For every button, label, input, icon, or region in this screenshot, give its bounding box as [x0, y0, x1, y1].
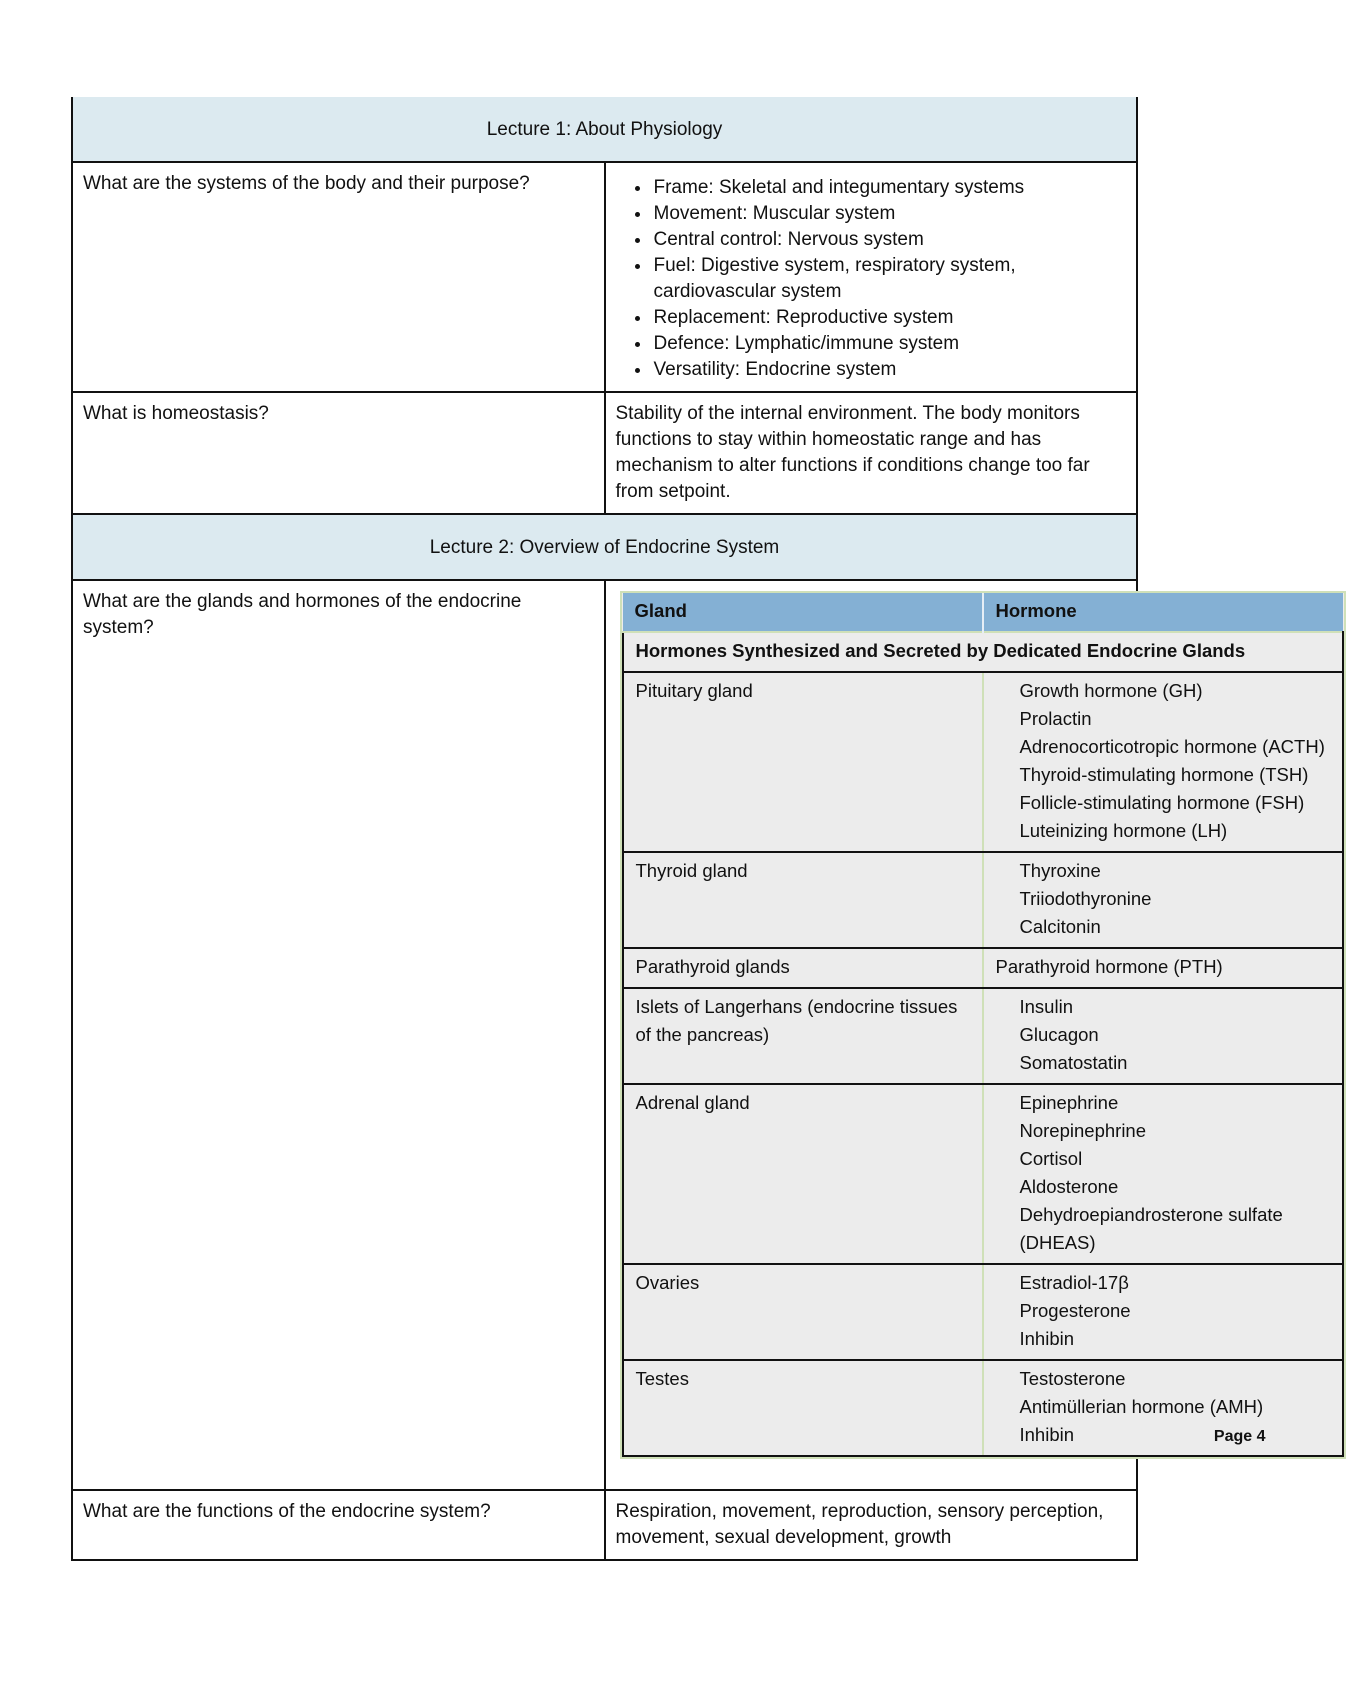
hormone-list [983, 852, 1343, 948]
hormone-item: Adrenocorticotropic hormone (ACTH) [1019, 736, 1325, 757]
hormone-item: Glucagon [1019, 1024, 1099, 1045]
answer-cell: Stability of the internal environment. The body monitors functions to stay within homeostatic range and has mechanism to alter functions if conditions change too far from setpoint. [605, 392, 1138, 514]
list-item: • Versatility: Endocrine system [652, 357, 1127, 383]
hormone-item: Somatostatin [1019, 1052, 1128, 1073]
hormone-item: Inhibin [1019, 1328, 1075, 1349]
gland-name: Parathyroid glands [623, 948, 983, 988]
hormone-item: Thyroid-stimulating hormone (TSH) [1019, 764, 1309, 785]
lecture2-header: Lecture 2: Overview of Endocrine System [72, 514, 1137, 580]
gland-name: Islets of Langerhans (endocrine tissues of the pancreas) [623, 988, 983, 1084]
answer-cell [605, 580, 1325, 1490]
hormone-list [983, 1084, 1343, 1264]
hormone-item: Testosterone [1019, 1368, 1126, 1389]
table-row [623, 988, 1343, 1084]
question-cell: What is homeostasis? [72, 392, 605, 514]
list-item: • Replacement: Reproductive system [652, 305, 1127, 331]
notes-table [71, 97, 1325, 1561]
gland-name: Ovaries [623, 1264, 983, 1360]
hormone-item: Calcitonin [1019, 916, 1101, 937]
gland-name: Thyroid gland [623, 852, 983, 948]
hormone-item: Epinephrine [1019, 1092, 1119, 1113]
hormone-list [983, 948, 1343, 988]
gland-hormone-table [622, 593, 1344, 1457]
list-item: • Fuel: Digestive system, respiratory system, cardiovascular system [652, 253, 1127, 305]
table-row [623, 852, 1343, 948]
page-number-label: Page 4 [1213, 1428, 1266, 1445]
table-row [72, 1490, 1137, 1560]
gland-name: Pituitary gland [623, 672, 983, 852]
hormone-item: Parathyroid hormone (PTH) [995, 956, 1223, 977]
question-cell: What are the functions of the endocrine system? [72, 1490, 605, 1560]
gland-hormone-image [620, 591, 1346, 1459]
list-item: • Movement: Muscular system [652, 201, 1127, 227]
hormone-list [983, 1360, 1343, 1456]
hormone-column-header: Hormone [983, 593, 1343, 632]
question-cell: What are the systems of the body and their purpose? [72, 162, 605, 392]
hormone-item: Follicle-stimulating hormone (FSH) [1019, 792, 1305, 813]
gland-name: Testes [623, 1360, 983, 1456]
answer-cell [605, 162, 1138, 392]
systems-list [616, 175, 1127, 383]
hormone-item: Estradiol-17β [1019, 1272, 1129, 1293]
list-item: • Frame: Skeletal and integumentary systems [652, 175, 1127, 201]
hormone-list [983, 672, 1343, 852]
hormone-list [983, 1264, 1343, 1360]
hormone-item: Growth hormone (GH) [1019, 680, 1203, 701]
gland-name: Adrenal gland [623, 1084, 983, 1264]
hormone-item: Insulin [1019, 996, 1073, 1017]
hormone-item: Progesterone [1019, 1300, 1131, 1321]
hormone-item: Prolactin [1019, 708, 1092, 729]
hormone-item: Luteinizing hormone (LH) [1019, 820, 1228, 841]
hormone-item: Antimüllerian hormone (AMH) [1019, 1396, 1264, 1417]
hormone-item: Norepinephrine [1019, 1120, 1147, 1141]
table-row [623, 1264, 1343, 1360]
table-row [72, 580, 1137, 1490]
hormone-item: Thyroxine [1019, 860, 1101, 881]
table-row [623, 948, 1343, 988]
hormone-item: Cortisol [1019, 1148, 1083, 1169]
lecture1-header: Lecture 1: About Physiology [72, 97, 1137, 162]
table-row [623, 672, 1343, 852]
gland-column-header: Gland [623, 593, 983, 632]
hormone-list [983, 988, 1343, 1084]
hormone-item: Dehydroepiandrosterone sulfate (DHEAS) [1019, 1204, 1283, 1253]
hormone-item: Aldosterone [1019, 1176, 1119, 1197]
list-item: • Defence: Lymphatic/immune system [652, 331, 1127, 357]
list-item: • Central control: Nervous system [652, 227, 1127, 253]
answer-cell: Respiration, movement, reproduction, sensory perception, movement, sexual development, growth [605, 1490, 1138, 1560]
hormone-item: Inhibin [1019, 1424, 1075, 1445]
table-row [72, 392, 1137, 514]
table-row [72, 162, 1137, 392]
gland-table-subtitle: Hormones Synthesized and Secreted by Dedicated Endocrine Glands [623, 632, 1343, 672]
hormone-item: Triiodothyronine [1019, 888, 1152, 909]
question-cell: What are the glands and hormones of the endocrine system? [72, 580, 605, 1490]
notes-sheet [71, 97, 1325, 1561]
table-row [623, 1084, 1343, 1264]
